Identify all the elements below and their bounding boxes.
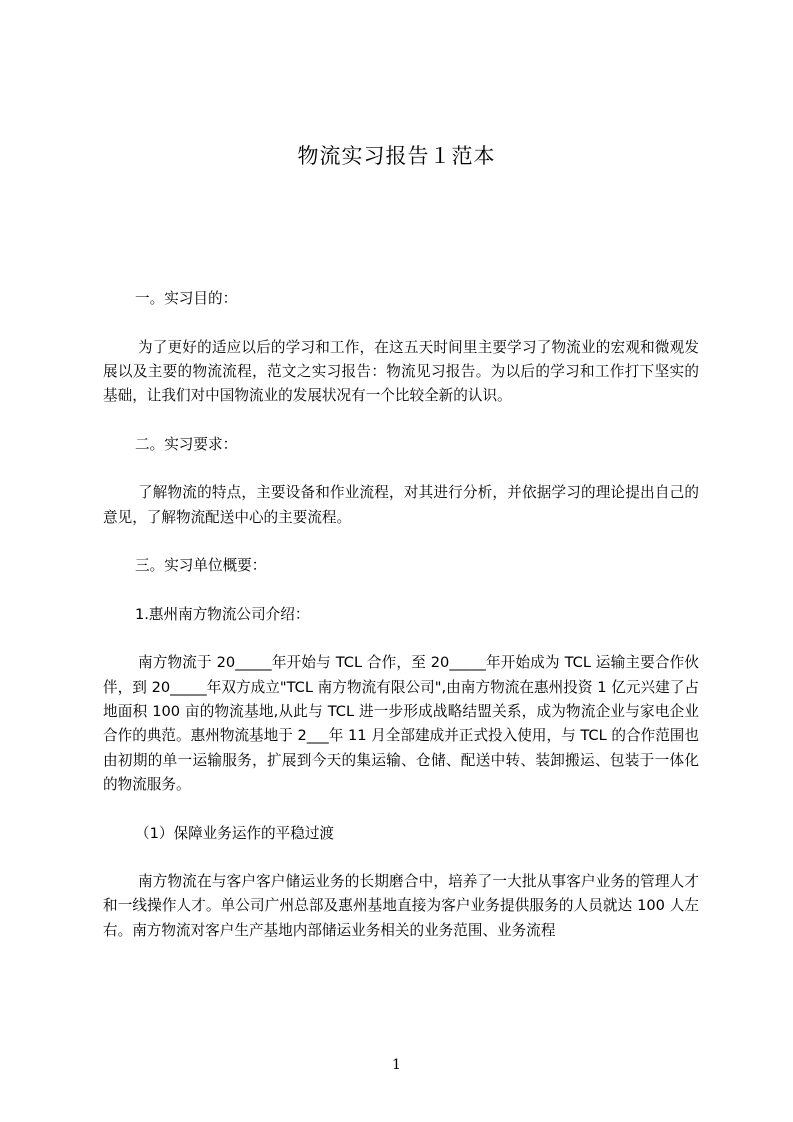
document-title: 物流实习报告１范本 <box>297 144 496 168</box>
subsection-paragraph-company-intro: 南方物流于 20_____年开始与 TCL 合作，至 20_____年开始成为 TCL 运输主要合作伙伴，到 20_____年双方成立"TCL 南方物流有限公司",由南方物流在惠州投资 1 亿元兴建了占地面积 100 亩的物流基地,从此与 TCL 进一步形成战略结盟关系，成为物流企业与家电企业合作的典范。惠州物流基地于 2___年 11 月全部建成并正式投入使用，与 TCL 的合作范围也由初期的单一运输服务，扩展到今天的集运输、仓储、配送中转、装卸搬运、包装于一体化的物流服务。 <box>103 654 699 793</box>
subsection-heading-smooth-transition: （1）保障业务运作的平稳过渡 <box>135 824 335 842</box>
subsection-heading-company-intro: 1.惠州南方物流公司介绍： <box>135 605 310 623</box>
section-paragraph-requirements: 了解物流的特点，主要设备和作业流程，对其进行分析，并依据学习的理论提出自己的意见，了解物流配送中心的主要流程。 <box>103 484 699 526</box>
section-heading-purpose: 一。实习目的： <box>135 290 238 307</box>
section-heading-requirements: 二。实习要求： <box>135 435 238 453</box>
section-paragraph-purpose: 为了更好的适应以后的学习和工作，在这五天时间里主要学习了物流业的宏观和微观发展以及主要的物流流程，范文之实习报告：物流见习报告。为以后的学习和工作打下坚实的基础，让我们对中国物流业的发展状况有一个比较全新的认识。 <box>103 338 699 405</box>
document-body <box>103 287 699 967</box>
page-number: 1 <box>392 1057 401 1073</box>
section-heading-company-overview: 三。实习单位概要： <box>135 557 267 575</box>
subsection-paragraph-smooth-transition: 南方物流在与客户客户储运业务的长期磨合中，培养了一大批从事客户业务的管理人才和一线操作人才。单公司广州总部及惠州基地直接为客户业务提供服务的人员就达 100 人左右。南方物流对客户生产基地内部储运业务相关的业务范围、业务流程 <box>103 873 699 939</box>
